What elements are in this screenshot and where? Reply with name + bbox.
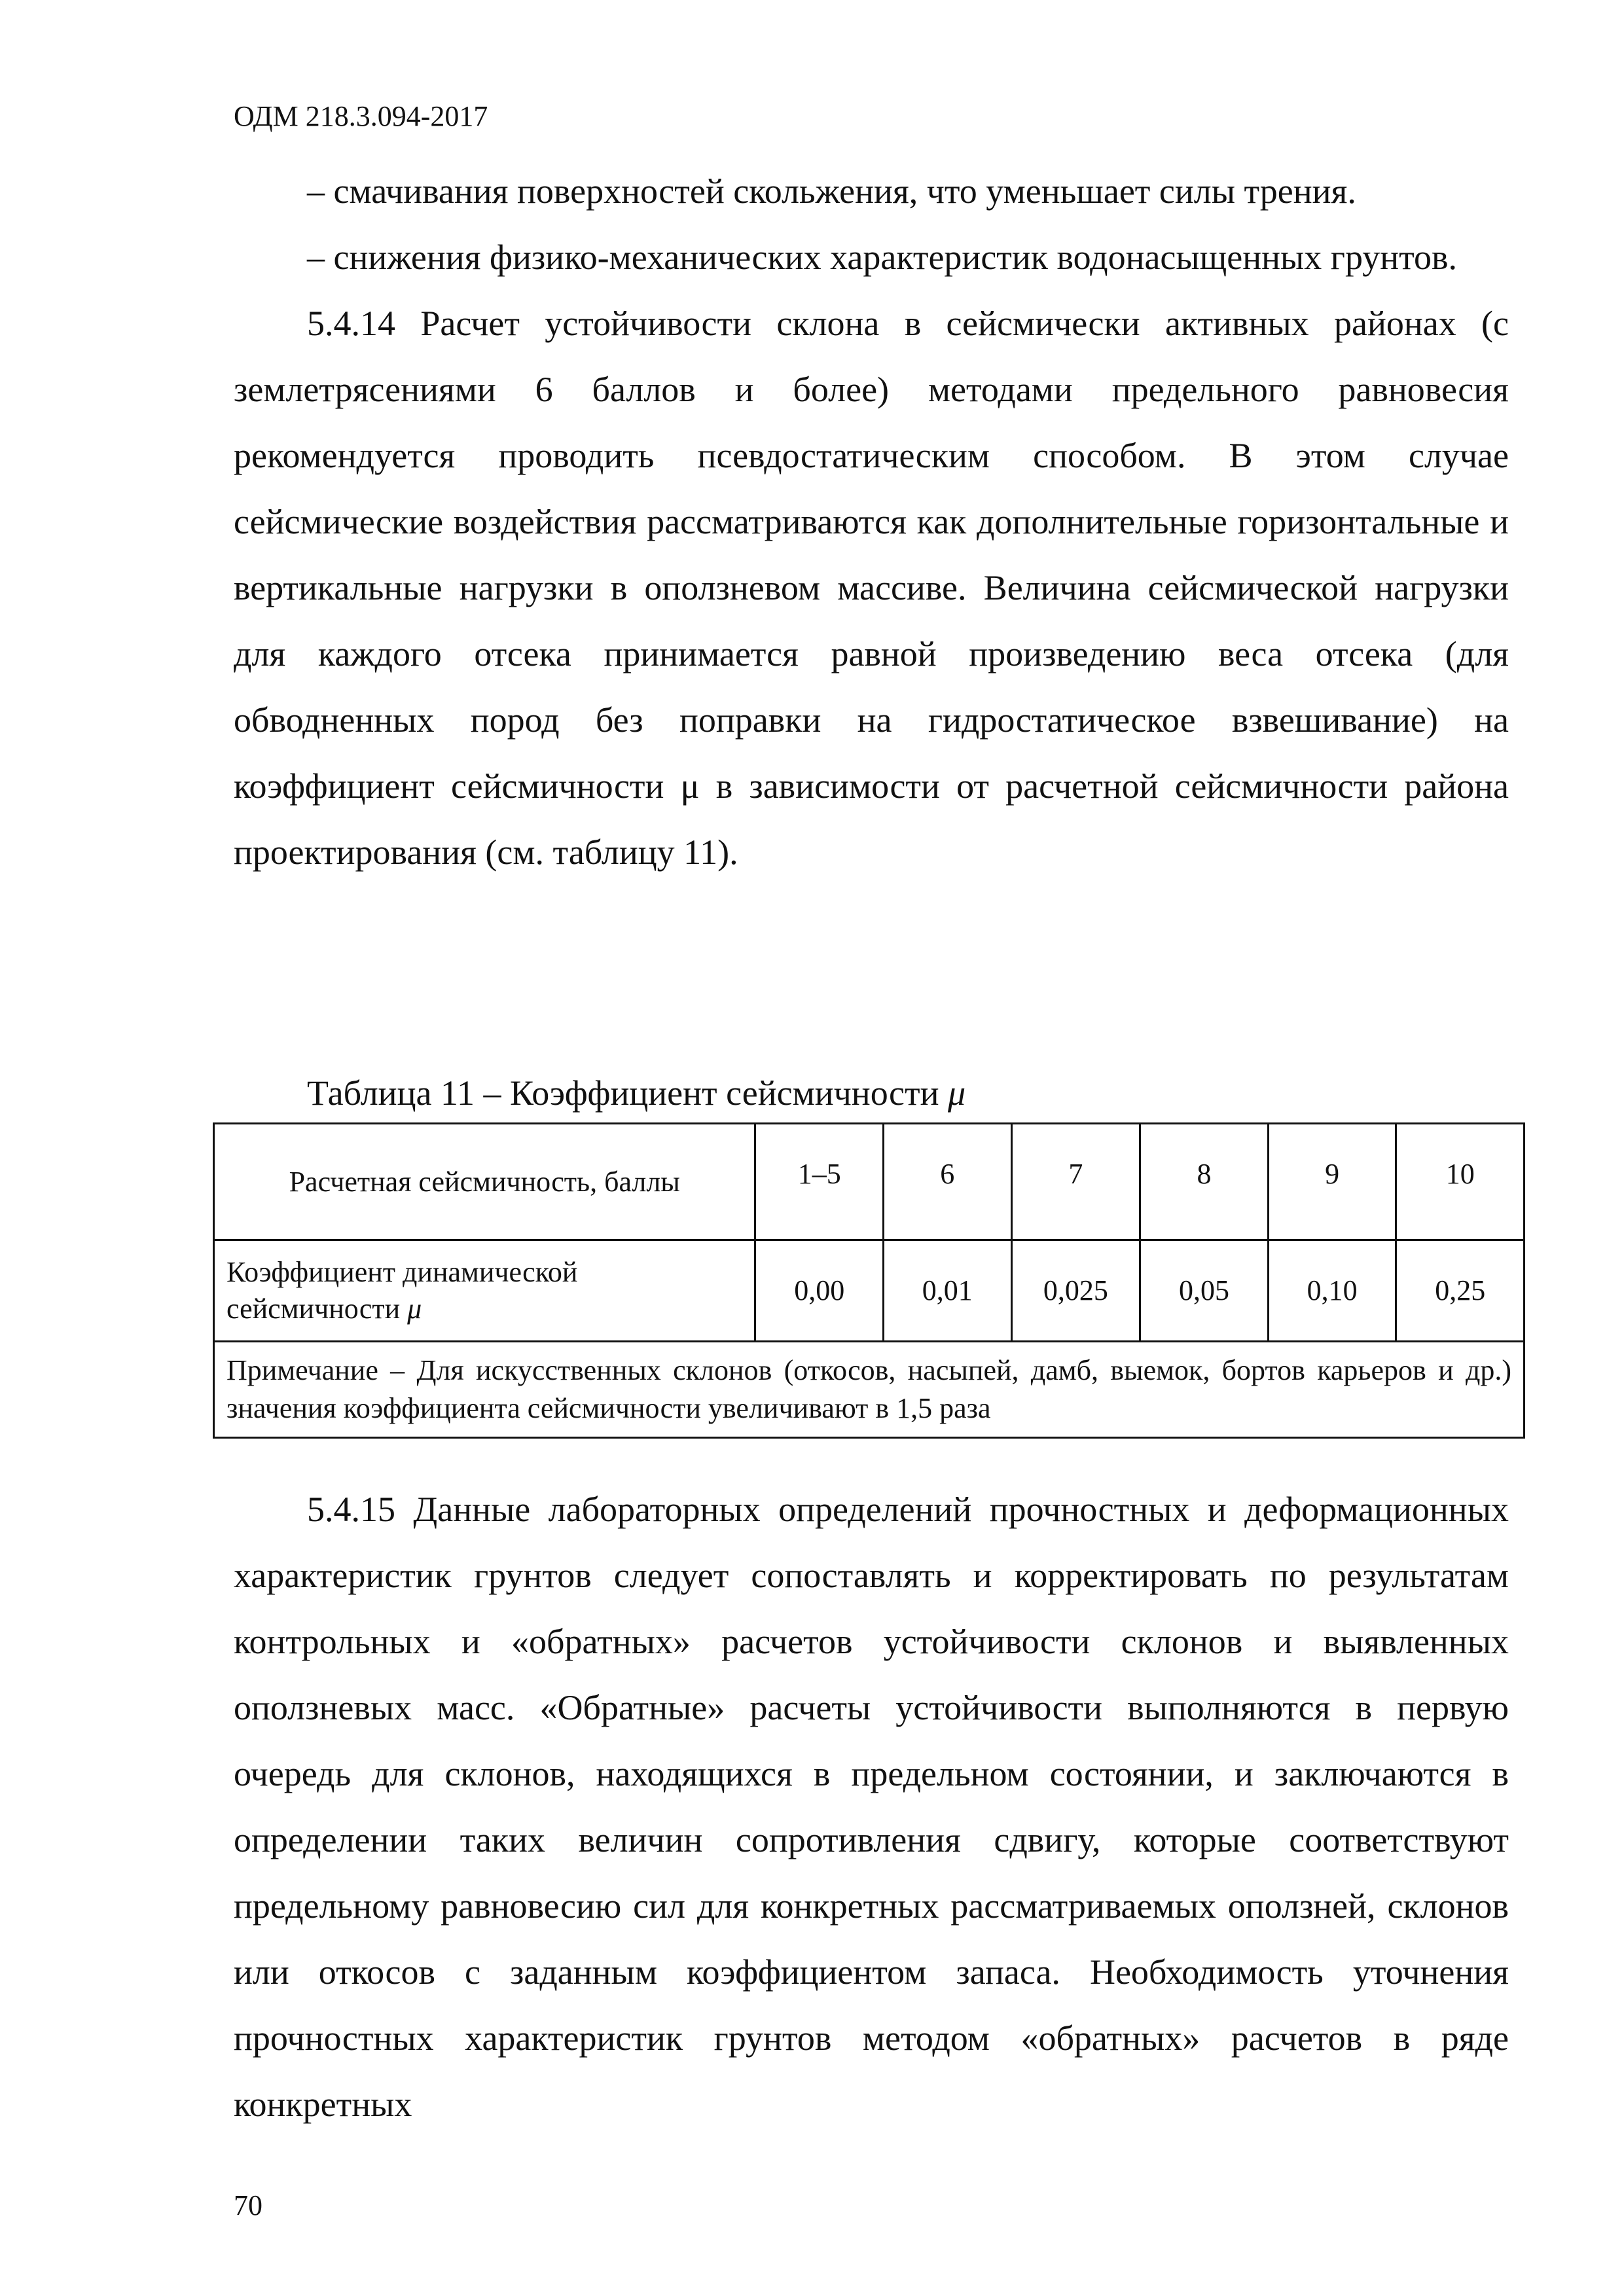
paragraph-wetting: – смачивания поверхностей скольжения, что уменьшает силы трения. bbox=[307, 171, 1356, 211]
table-note-cell: Примечание – Для искусственных склонов (откосов, насыпей, дамб, выемок, бортов карьеров и др.) значения коэффициента сейсмичности увеличивают в 1,5 раза bbox=[214, 1342, 1525, 1438]
coefficient-value-cell: 0,10 bbox=[1268, 1240, 1396, 1342]
table-caption-symbol: μ bbox=[948, 1073, 966, 1113]
paragraph-5-4-14: 5.4.14 Расчет устойчивости склона в сейсмически активных районах (с землетрясениями 6 баллов и более) методами предельного равновесия рекомендуется проводить псевдостатическим способом. В этом случае сейсмические воздействия рассматриваются как дополнительные горизонтальные и вертикальные нагрузки в оползневом массиве. Величина сейсмической нагрузки для каждого отсека принимается равной произведению веса отсека (для обводненных пород без поправки на гидростатическое взвешивание) на коэффициент сейсмичности μ в зависимости от расчетной сейсмичности района проектирования (см. таблицу 11). bbox=[234, 304, 1509, 872]
table-header-row bbox=[214, 1124, 1525, 1240]
header-value-cell: 7 bbox=[1011, 1124, 1140, 1240]
table-caption bbox=[307, 1067, 965, 1119]
header-value-cell: 8 bbox=[1140, 1124, 1269, 1240]
header-value-cell: 6 bbox=[884, 1124, 1012, 1240]
document-code-header: ОДМ 218.3.094-2017 bbox=[234, 100, 488, 132]
coefficient-value-cell: 0,025 bbox=[1011, 1240, 1140, 1342]
coefficient-value-cell: 0,00 bbox=[755, 1240, 884, 1342]
header-value-cell: 1–5 bbox=[755, 1124, 884, 1240]
text-block-top bbox=[234, 158, 1509, 886]
paragraph-soil-reduction: – снижения физико-механических характеристик водонасыщенных грунтов. bbox=[307, 238, 1458, 277]
text-block-bottom bbox=[234, 1477, 1509, 2138]
coefficient-label-text: Коэффициент динамической сейсмичности bbox=[226, 1256, 578, 1325]
coefficient-label-symbol: μ bbox=[407, 1293, 422, 1325]
header-value-cell: 10 bbox=[1396, 1124, 1525, 1240]
table-note-row bbox=[214, 1342, 1525, 1438]
seismic-coefficient-table bbox=[213, 1122, 1525, 1439]
coefficient-value-cell: 0,05 bbox=[1140, 1240, 1269, 1342]
coefficient-value-cell: 0,01 bbox=[884, 1240, 1012, 1342]
coefficient-value-cell: 0,25 bbox=[1396, 1240, 1525, 1342]
header-value-cell: 9 bbox=[1268, 1124, 1396, 1240]
header-label-cell: Расчетная сейсмичность, баллы bbox=[214, 1124, 755, 1240]
table-caption-text: Таблица 11 – Коэффициент сейсмичности bbox=[307, 1073, 939, 1113]
paragraph-5-4-15: 5.4.15 Данные лабораторных определений прочностных и деформационных характеристик грунтов следует сопоставлять и корректировать по результатам контрольных и «обратных» расчетов устойчивости склонов и выявленных оползневых масс. «Обратные» расчеты устойчивости выполняются в первую очередь для склонов, находящихся в предельном состоянии, и заключаются в определении таких величин сопротивления сдвигу, которые соответствуют предельному равновесию сил для конкретных рассматриваемых оползней, склонов или откосов с заданным коэффициентом запаса. Необходимость уточнения прочностных характеристик грунтов методом «обратных» расчетов в ряде конкретных bbox=[234, 1490, 1509, 2124]
page-number: 70 bbox=[234, 2189, 262, 2221]
table-coefficient-row bbox=[214, 1240, 1525, 1342]
coefficient-label-cell bbox=[214, 1240, 755, 1342]
